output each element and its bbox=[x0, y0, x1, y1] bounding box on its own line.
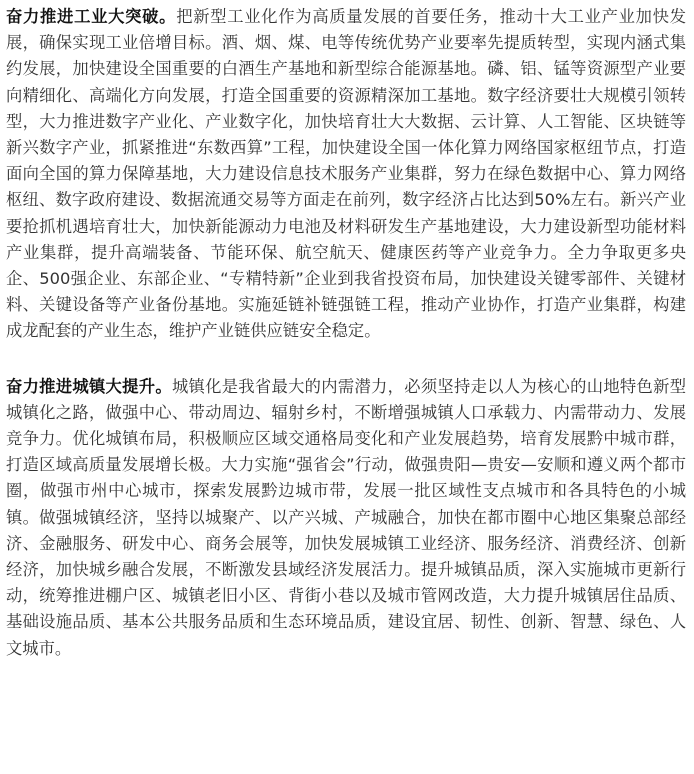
paragraph-lead-heading: 奋力推进城镇大提升。 bbox=[6, 376, 172, 396]
paragraph-lead-heading: 奋力推进工业大突破。 bbox=[6, 7, 177, 26]
article-body bbox=[6, 4, 686, 662]
paragraph-body-text: 把新型工业化作为高质量发展的首要任务，推动十大工业产业加快发展，确保实现工业倍增目标。酒、烟、煤、电等传统优势产业要率先提质转型，实现内涵式集约发展，加快建设全国重要的白酒生产基地和新型综合能源基地。磷、铝、锰等资源型产业要向精细化、高端化方向发展，打造全国重要的资源精深加工基地。数字经济要壮大规模引领转型，大力推进数字产业化、产业数字化，加快培育壮大大数据、云计算、人工智能、区块链等新兴数字产业，抓紧推进“东数西算”工程，加快建设全国一体化算力网络国家枢纽节点，打造面向全国的算力保障基地，大力建设信息技术服务产业集群，努力在绿色数据中心、算力网络枢纽、数字政府建设、数据流通交易等方面走在前列，数字经济占比达到50%左右。新兴产业要抢抓机遇培育壮大，加快新能源动力电池及材料研发生产基地建设，大力建设新型功能材料产业集群，提升高端装备、节能环保、航空航天、健康医药等产业竞争力。全力争取更多央企、500强企业、东部企业、“专精特新”企业到我省投资布局，加快建设关键零部件、关键材料、关键设备等产业备份基地。实施延链补链强链工程，推动产业协作，打造产业集群，构建成龙配套的产业生态，维护产业链供应链安全稳定。 bbox=[6, 7, 686, 341]
paragraph-body-text: 城镇化是我省最大的内需潜力，必须坚持走以人为核心的山地特色新型城镇化之路，做强中心、带动周边、辐射乡村，不断增强城镇人口承载力、内需带动力、发展竞争力。优化城镇布局，积极顺应区域交通格局变化和产业发展趋势，培育发展黔中城市群，打造区域高质量发展增长极。大力实施“强省会”行动，做强贵阳—贵安—安顺和遵义两个都市圈，做强市州中心城市，探索发展黔边城市带，发展一批区域性支点城市和各具特色的小城镇。做强城镇经济，坚持以城聚产、以产兴城、产城融合，加快在都市圈中心地区集聚总部经济、金融服务、研发中心、商务会展等，加快发展城镇工业经济、服务经济、消费经济、创新经济，加快城乡融合发展，不断激发县域经济发展活力。提升城镇品质，深入实施城市更新行动，统筹推进棚户区、城镇老旧小区、背街小巷以及城市管网改造，大力提升城镇居住品质、基础设施品质、基本公共服务品质和生态环境品质，建设宜居、韧性、创新、智慧、绿色、人文城市。 bbox=[6, 376, 686, 658]
paragraph-industry bbox=[6, 4, 686, 345]
paragraph-urbanization bbox=[6, 374, 686, 662]
